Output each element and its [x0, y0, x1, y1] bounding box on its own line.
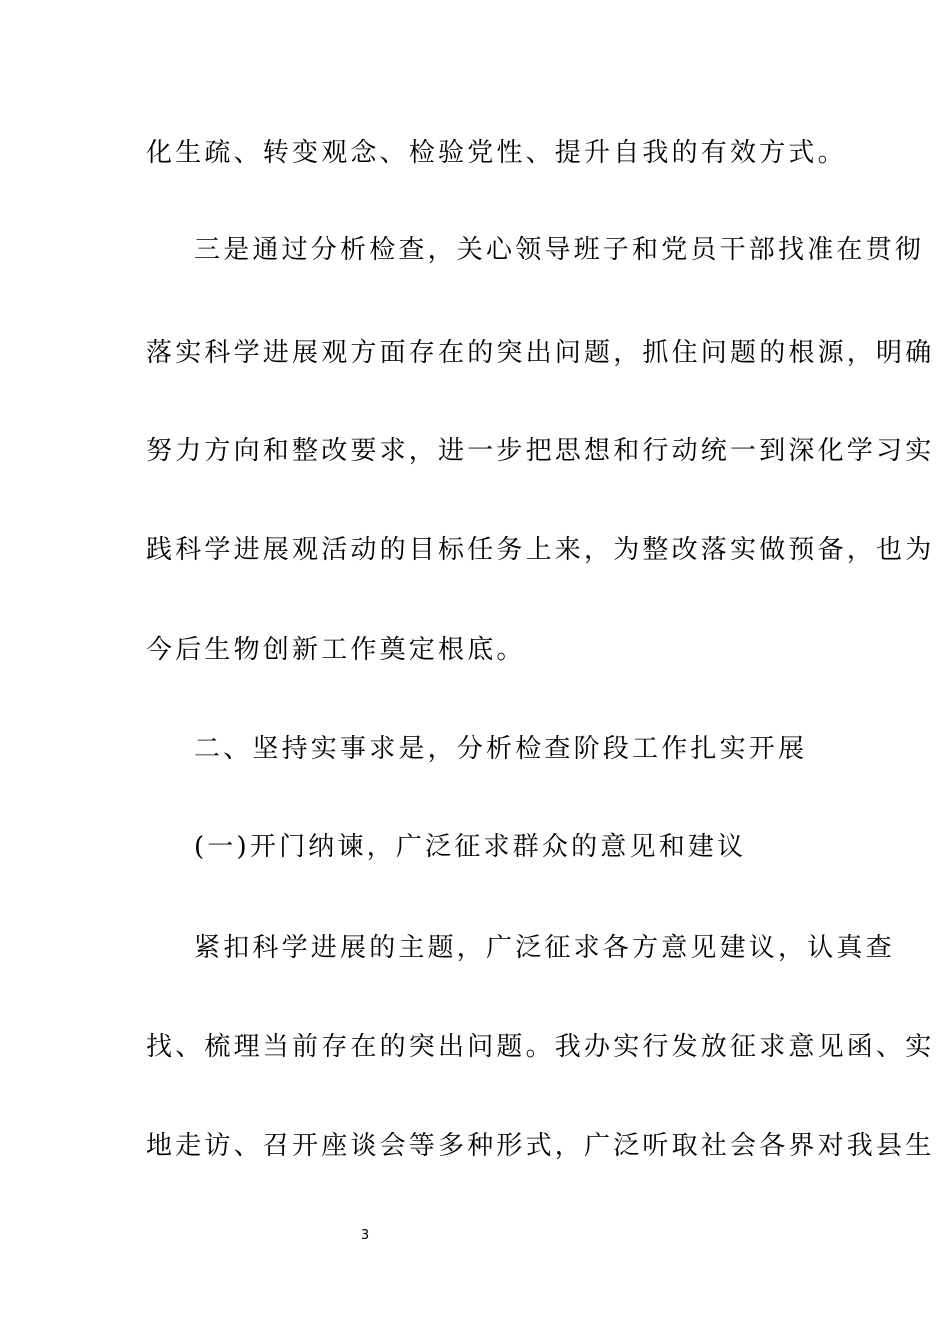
paragraph-line: 今后生物创新工作奠定根底。 — [146, 635, 526, 665]
paragraph-line: 落实科学进展观方面存在的突出问题，抓住问题的根源，明确 — [146, 338, 935, 368]
page-number: 3 — [360, 1228, 370, 1243]
paragraph-line: 找、梳理当前存在的突出问题。我办实行发放征求意见函、实 — [146, 1032, 935, 1062]
paragraph-line: 三是通过分析检查，关心领导班子和党员干部找准在贯彻 — [194, 235, 925, 265]
section-heading: 二、坚持实事求是，分析检查阶段工作扎实开展 — [194, 734, 808, 764]
subsection-heading: (一)开门纳谏，广泛征求群众的意见和建议 — [194, 832, 747, 862]
paragraph-line: 努力方向和整改要求，进一步把思想和行动统一到深化学习实 — [146, 436, 935, 466]
paragraph-line: 践科学进展观活动的目标任务上来，为整改落实做预备，也为 — [146, 535, 935, 565]
paragraph-line: 紧扣科学进展的主题，广泛征求各方意见建议，认真查 — [194, 933, 895, 963]
paragraph-line: 地走访、召开座谈会等多种形式，广泛听取社会各界对我县生 — [146, 1131, 935, 1161]
paragraph-line: 化生疏、转变观念、检验党性、提升自我的有效方式。 — [146, 138, 847, 168]
